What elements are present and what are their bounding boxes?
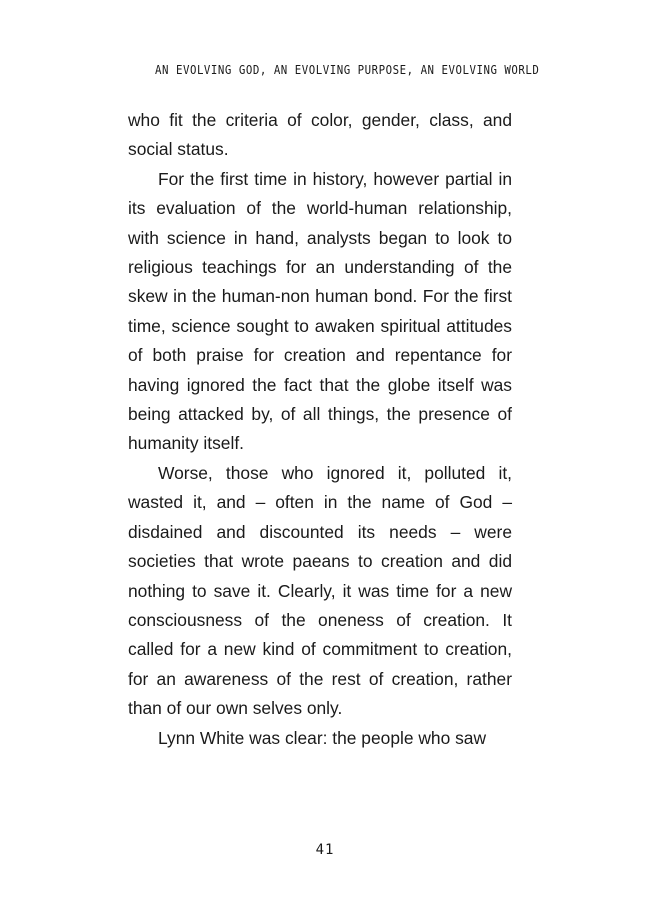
page-number: 41: [315, 842, 335, 858]
paragraph-continuation: who fit the criteria of color, gender, class, and social status.: [128, 110, 512, 160]
running-head: AN EVOLVING GOD, AN EVOLVING PURPOSE, AN EVOLVING WORLD: [155, 62, 540, 77]
body-text: [128, 106, 512, 753]
paragraph: Lynn White was clear: the people who saw: [158, 727, 487, 748]
paragraph: For the first time in history, however partial in its evaluation of the world-human relationship, with science in hand, analysts began to look to religious teachings for an understanding of the skew in the human-non human bond. For the first time, science sought to awaken spiritual attitudes of both praise for creation and repentance for having ignored the fact that the globe itself was being attacked by, of all things, the presence of humanity itself.: [128, 168, 512, 454]
paragraph: Worse, those who ignored it, polluted it, wasted it, and – often in the name of God – disdained and discounted its needs – were societies that wrote paeans to creation and did nothing to save it. Clearly, it was time for a new consciousness of the oneness of creation. It called for a new kind of commitment to creation, for an awareness of the rest of creation, rather than of our own selves only.: [128, 462, 512, 719]
